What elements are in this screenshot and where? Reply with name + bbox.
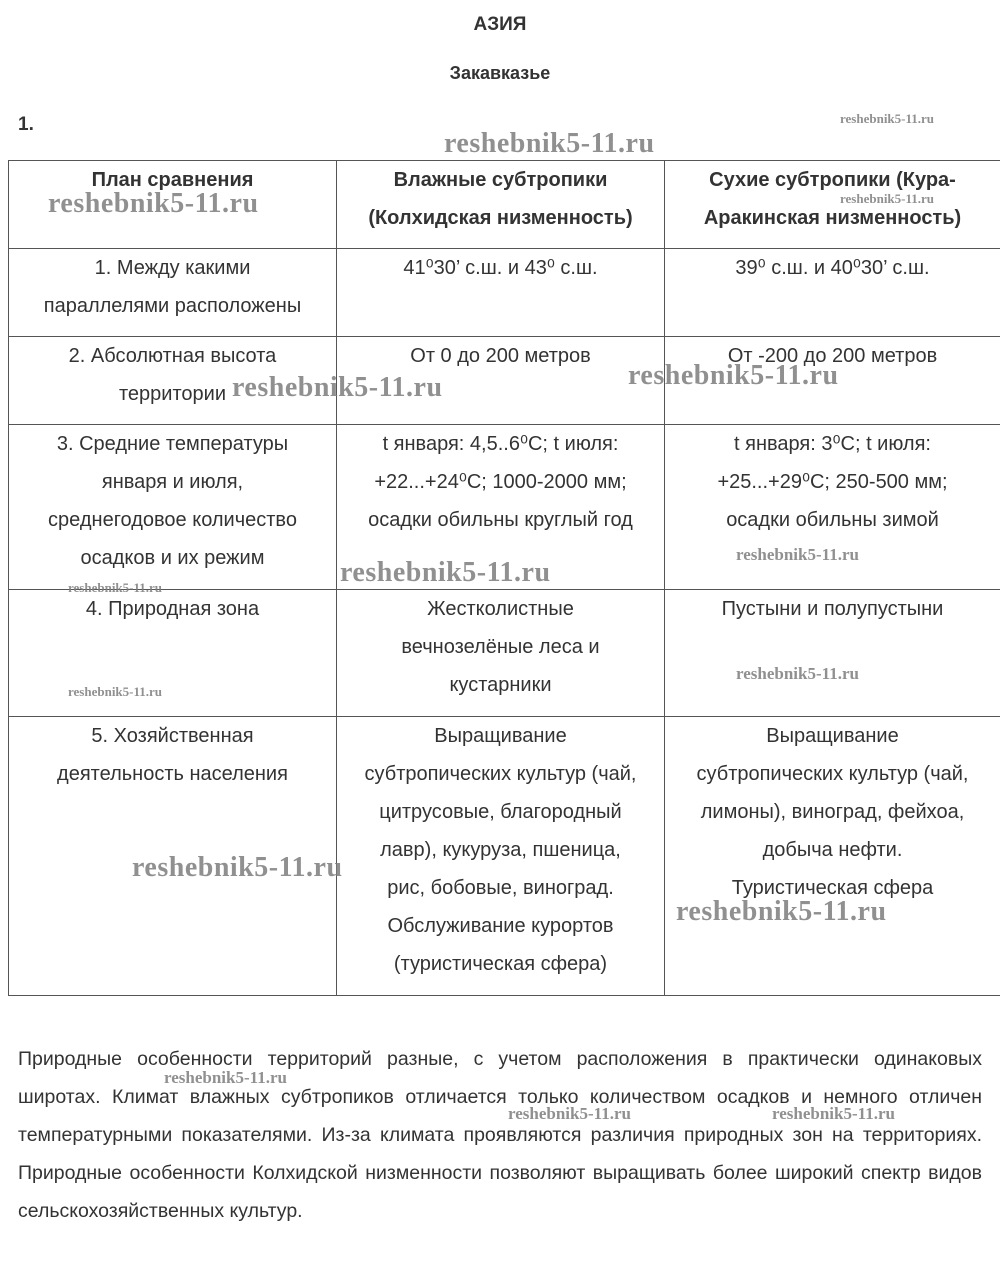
watermark: reshebnik5-11.ru bbox=[444, 128, 655, 159]
watermark: reshebnik5-11.ru bbox=[676, 896, 887, 927]
table-row bbox=[9, 337, 1000, 425]
cell-line: (туристическая сфера) bbox=[393, 953, 608, 975]
watermark: reshebnik5-11.ru bbox=[736, 664, 859, 683]
cell-line: территории bbox=[118, 383, 226, 405]
table-cell bbox=[337, 717, 665, 996]
cell-line: осадков и их режим bbox=[80, 547, 265, 569]
watermark: reshebnik5-11.ru bbox=[68, 684, 163, 699]
cell-line: добыча нефти. bbox=[762, 839, 903, 861]
table-cell bbox=[665, 249, 1000, 337]
cell-line: Туристическая сфера bbox=[731, 877, 934, 899]
table-cell bbox=[9, 249, 337, 337]
cell-line: 39⁰ с.ш. и 40⁰30’ с.ш. bbox=[735, 257, 930, 279]
table-cell bbox=[337, 249, 665, 337]
page-subtitle: Закавказье bbox=[449, 63, 551, 83]
cell-line: осадки обильны зимой bbox=[726, 509, 939, 531]
page-title: АЗИЯ bbox=[473, 14, 527, 35]
cell-line: Влажные субтропики bbox=[393, 169, 608, 191]
cell-line: t января: 3⁰С; t июля: bbox=[734, 433, 931, 455]
cell-line: Обслуживание курортов bbox=[387, 915, 614, 937]
watermark: reshebnik5-11.ru bbox=[628, 360, 839, 391]
watermark: reshebnik5-11.ru bbox=[840, 111, 935, 126]
cell-line: (Колхидская низменность) bbox=[368, 207, 633, 229]
table-row bbox=[9, 249, 1000, 337]
cell-line: Жестколистные bbox=[427, 598, 574, 620]
watermark: reshebnik5-11.ru bbox=[68, 580, 163, 595]
header-cell bbox=[665, 161, 1000, 249]
cell-line: 3. Средние температуры bbox=[56, 433, 289, 455]
cell-line: цитрусовые, благородный bbox=[379, 801, 622, 823]
cell-line: лимоны), виноград, фейхоа, bbox=[700, 801, 965, 823]
table-cell bbox=[665, 590, 1000, 717]
cell-line: 4. Природная зона bbox=[85, 598, 260, 620]
cell-line: кустарники bbox=[449, 674, 552, 696]
cell-line: субтропических культур (чай, bbox=[364, 763, 637, 785]
cell-line: 1. Между какими bbox=[94, 257, 251, 279]
watermark: reshebnik5-11.ru bbox=[232, 372, 443, 403]
cell-line: среднегодовое количество bbox=[48, 509, 297, 531]
cell-line: 41⁰30’ с.ш. и 43⁰ с.ш. bbox=[403, 257, 598, 279]
cell-line: От 0 до 200 метров bbox=[410, 345, 591, 367]
cell-line: деятельность населения bbox=[57, 763, 288, 785]
watermark: reshebnik5-11.ru bbox=[132, 852, 343, 883]
table-cell bbox=[9, 590, 337, 717]
header-cell bbox=[337, 161, 665, 249]
watermark: reshebnik5-11.ru bbox=[164, 1068, 287, 1087]
watermark: reshebnik5-11.ru bbox=[840, 191, 935, 206]
cell-line: лавр), кукуруза, пшеница, bbox=[380, 839, 621, 861]
cell-line: От -200 до 200 метров bbox=[727, 345, 938, 367]
cell-line: Аракинская низменность) bbox=[703, 207, 962, 229]
cell-line: осадки обильны круглый год bbox=[368, 509, 633, 531]
task-number: 1. bbox=[18, 114, 34, 135]
watermark: reshebnik5-11.ru bbox=[736, 545, 859, 564]
cell-line: субтропических культур (чай, bbox=[696, 763, 969, 785]
cell-line: План сравнения bbox=[91, 169, 254, 191]
cell-line: рис, бобовые, виноград. bbox=[387, 877, 614, 899]
cell-line: +25...+29⁰С; 250-500 мм; bbox=[717, 471, 948, 493]
cell-line: параллелями расположены bbox=[43, 295, 302, 317]
cell-line: t января: 4,5..6⁰С; t июля: bbox=[382, 433, 619, 455]
table-cell bbox=[665, 717, 1000, 996]
watermark: reshebnik5-11.ru bbox=[508, 1104, 631, 1123]
cell-line: января и июля, bbox=[101, 471, 244, 493]
cell-line: Пустыни и полупустыни bbox=[721, 598, 944, 620]
table-cell bbox=[9, 425, 337, 590]
watermark: reshebnik5-11.ru bbox=[772, 1104, 895, 1123]
conclusion-paragraph: Природные особенности территорий разные, с учетом расположения в практически одинаковых широтах. Климат влажных субтропиков отличается только количеством осадков и немного отличен температурными показателями. Из-за климата проявляются различия природных зон на территориях. Природные особенности Колхидской низменности позволяют выращивать более широкий спектр видов сельскохозяйственных культур. bbox=[18, 1048, 982, 1222]
cell-line: 5. Хозяйственная bbox=[91, 725, 254, 747]
cell-line: вечнозелёные леса и bbox=[401, 636, 600, 658]
cell-line: Выращивание bbox=[766, 725, 899, 747]
watermark: reshebnik5-11.ru bbox=[48, 188, 259, 219]
watermark: reshebnik5-11.ru bbox=[340, 557, 551, 588]
cell-line: 2. Абсолютная высота bbox=[68, 345, 277, 367]
cell-line: Выращивание bbox=[434, 725, 567, 747]
table-cell bbox=[337, 590, 665, 717]
cell-line: +22...+24⁰С; 1000-2000 мм; bbox=[374, 471, 627, 493]
cell-line: Сухие субтропики (Кура- bbox=[709, 169, 956, 191]
